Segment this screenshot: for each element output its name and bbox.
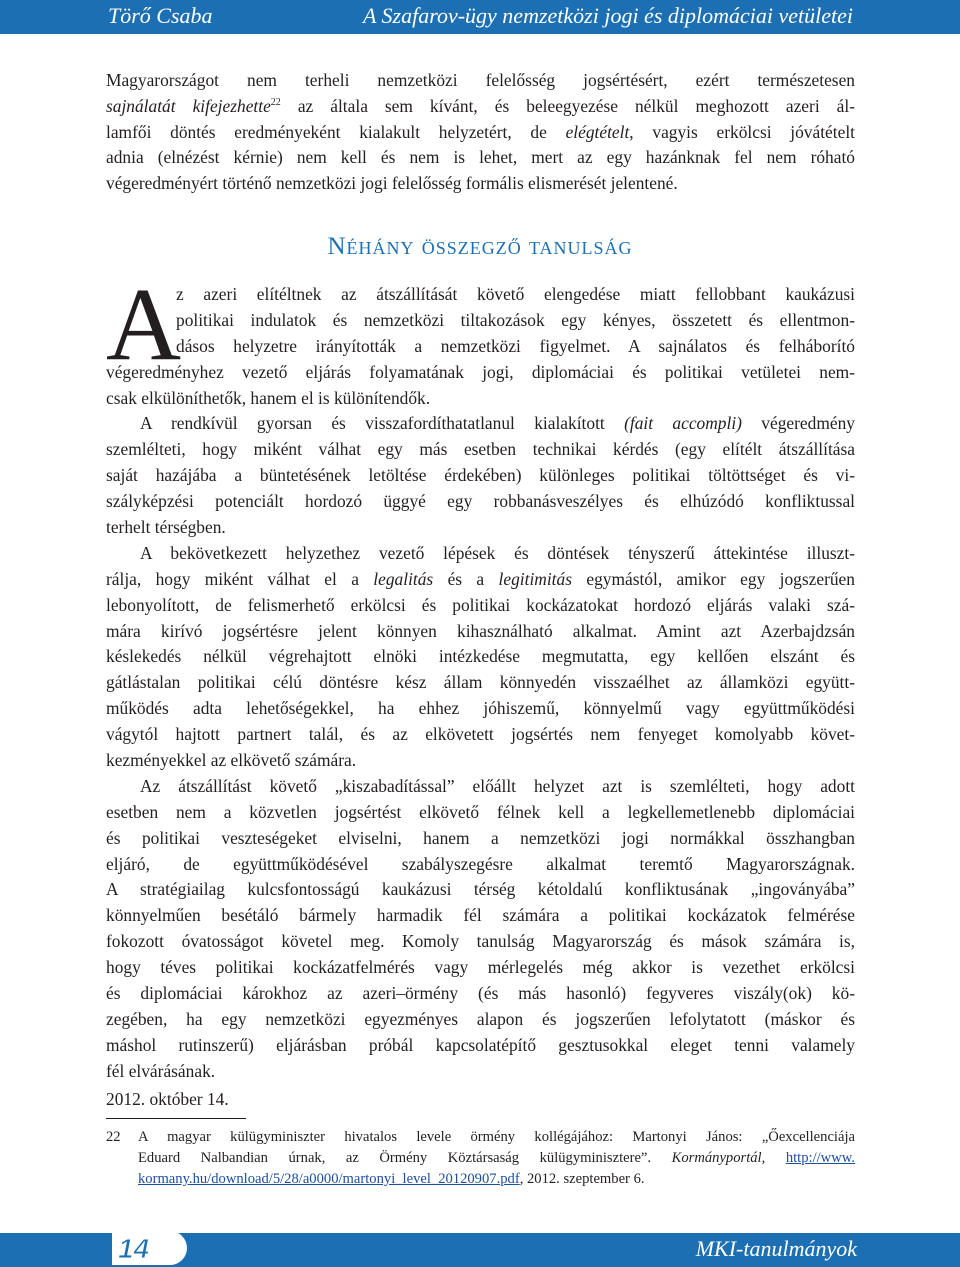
text-line: és diplomáciai károkhoz az azeri–örmény (és más hasonló) fegyveres viszály(ok) kö- <box>106 983 855 1004</box>
emphasis: legitimitás <box>498 568 572 589</box>
date-line: 2012. október 14. <box>106 1089 229 1109</box>
body-text <box>106 282 855 1085</box>
text-line: A bekövetkezett helyzethez vezető lépések és döntések tényszerű áttekintése illuszt- <box>140 542 855 563</box>
page-number: 14 <box>112 1231 187 1265</box>
text-line: adnia (elnézést kérnie) nem kell és nem is lehet, mert az egy hazánknak fel nem róható <box>106 147 855 168</box>
running-header <box>0 0 960 34</box>
text-line: fél elvárásának. <box>106 1060 216 1081</box>
footnote-number: 22 <box>106 1129 121 1145</box>
footnote-line: kormany.hu/download/5/28/a0000/martonyi_level_20120907.pdf, 2012. szeptember 6. <box>138 1171 645 1187</box>
text-line: esetben nem a közvetlen jogsértést elkövető félnek kell a legkellemetlenebb diplomáciai <box>106 801 855 822</box>
text-line: mára kirívó jogsértésre jelent könnyen kihasználható alkalmat. Amint azt Azerbajdzsán <box>106 620 855 641</box>
footnote-divider <box>106 1118 246 1119</box>
footnote-ref[interactable]: 22 <box>270 97 281 108</box>
text-line: végeredményhez vezető eljárás folyamatának jogi, diplomáciai és politikai vetületei nem- <box>106 361 855 382</box>
text-line: saját hazájába a büntetésének letöltése érdekében) különleges politikai töltöttséget és vi- <box>106 465 855 486</box>
text-line: Magyarországot nem terheli nemzetközi felelősség jogsértésért, ezért természetesen <box>106 70 855 90</box>
text-line: z azeri elítéltnek az átszállítását követő elengedése miatt fellobbant kaukázusi <box>176 284 855 304</box>
text-line: kezményekkel az elkövető számára. <box>106 750 357 771</box>
text-line: politikai indulatok és nemzetközi tiltakozások egy kényes, összetett és ellentmon- <box>176 309 855 330</box>
text-line: végeredményért történő nemzetközi jogi felelősség formális elismerését jelentené. <box>106 173 678 194</box>
text-line: fokozott óvatosságot követel meg. Komoly tanulság Magyarország és mások számára is, <box>106 931 855 952</box>
text-line: máshol rutinszerű) eljárásban próbál kapcsolatépítő gesztusokkal eleget tenni valamely <box>106 1034 855 1055</box>
footnote-line: Eduard Nalbandian úrnak, az Örmény Köztársaság külügyminisztere”. Kormányportál, http://www. <box>138 1150 855 1166</box>
text-line: késlekedés nélkül végrehajtott elnöki intézkedése megmutatta, egy kellően elszánt és <box>106 646 855 667</box>
footnote <box>106 1127 855 1190</box>
text-line: és politikai veszteségeket elviselni, hanem a nemzetközi jogi normákkal összhangban <box>106 827 855 848</box>
footer-series-label: MKI-tanulmányok <box>695 1236 857 1261</box>
emphasis: elégtételt <box>565 121 630 142</box>
text-line: terhelt térségben. <box>106 517 226 538</box>
text-line: vágytól hajtott partnert talál, és az elkövetett jogsértés nem fenyeget komolyabb követ- <box>106 724 855 745</box>
text-line: szályképzési potenciált hordozó üggyé egy robbanásveszélyes és elhúzódó konfliktussal <box>106 491 855 512</box>
emphasis: legalitás <box>373 568 434 589</box>
section-title: Néhány összegző tanulság <box>327 233 633 260</box>
text-line: rálja, hogy miként válhat el a legalitás és a legitimitás egymástól, amikor egy jogszerűen <box>106 568 855 589</box>
emphasis: sajnálatát kifejezhette <box>106 95 271 116</box>
text-line: A rendkívül gyorsan és visszafordíthatatlanul kialakított (fait accompli) végeredmény <box>140 413 855 434</box>
header-title: A Szafarov-ügy nemzetközi jogi és diplomáciai vetületei <box>362 3 853 28</box>
text-line: zegében, ha egy nemzetközi egyezményes alapon és jogszerűen lefolytatott (máskor és <box>106 1008 855 1029</box>
text-line: lebonyolított, de felismerhető erkölcsi és politikai kockázatokat hordozó eljárás valaki szá- <box>106 594 855 615</box>
header-author: Törő Csaba <box>108 3 213 28</box>
footnote-line: 22 A magyar külügyminiszter hivatalos levele örmény kollégájához: Martonyi János: „Őexcellenciája <box>106 1127 855 1148</box>
text-line: dásos helyzetre irányították a nemzetközi figyelmet. A sajnálatos és felháborító <box>176 335 855 356</box>
text-line: szemlélteti, hogy miként válhat egy más esetben technikai kérdés (egy elítélt átszállítása <box>106 439 855 460</box>
text-line: könnyelműen besétáló bármely harmadik fél számára a politikai kockázatok felmérése <box>106 905 855 926</box>
text-line: sajnálatát kifejezhette$^{22}$ az általa sem kívánt, és beleegyezése nélkül meghozott azeri ál- <box>106 95 855 116</box>
text-line: működés adta lehetőségekkel, ha ehhez jóhiszemű, könnyelmű vagy együttműködési <box>106 698 855 719</box>
footnote-link[interactable]: http://www. <box>785 1150 855 1166</box>
text-line: eljáró, de együttműködésével szabályszegésre alkalmat teremtő Magyarországnak. <box>106 853 855 874</box>
emphasis: (fait accompli) <box>624 413 742 434</box>
intro-paragraph <box>106 68 855 197</box>
text-line: Az átszállítást követő „kiszabadítással” előállt helyzet azt is szemlélteti, hogy adott <box>140 775 855 796</box>
text-line: hogy téves politikai kockázatfelmérés vagy mérlegelés még akkor is vezethet erkölcsi <box>106 957 855 978</box>
text-line: A stratégiailag kulcsfontosságú kaukázusi térség kétoldalú konfliktusának „ingoványába” <box>106 879 855 900</box>
drop-cap: A <box>106 267 182 382</box>
text-line: lamfői döntés eredményeként kialakult helyzetért, de elégtételt, vagyis erkölcsi jóvátételt <box>106 121 855 142</box>
text-line: gátlástalan politikai célú döntésre kész állam könnyedén visszaélhet az államközi együtt- <box>106 672 855 693</box>
footnote-link[interactable]: kormany.hu/download/5/28/a0000/martonyi_level_20120907.pdf <box>138 1171 520 1187</box>
text-line: csak elkülöníthetők, hanem el is különítendők. <box>106 387 431 408</box>
